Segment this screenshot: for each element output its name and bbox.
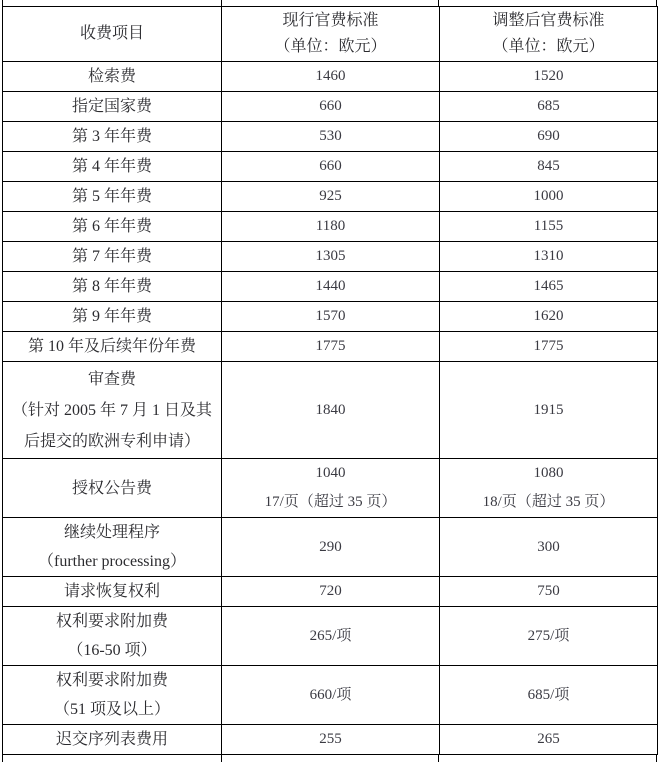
adjusted-fee-value: 300 [537, 538, 560, 555]
fee-item-cell [3, 182, 222, 212]
table-row [3, 518, 658, 577]
adjusted-fee-value: 1775 [533, 338, 564, 354]
table-row [3, 242, 658, 272]
current-fee-value: 660 [319, 158, 342, 174]
fee-item-label-line2: （16-50 项） [67, 642, 157, 659]
adjusted-fee-value: 265 [537, 731, 560, 747]
adjusted-fee-cell [440, 459, 658, 518]
table-row [3, 182, 658, 212]
adjusted-fee-value: 1465 [533, 278, 564, 294]
adjusted-fee-cell [440, 302, 658, 332]
adjusted-fee-cell [440, 62, 658, 92]
header-current-line1: 现行官费标准 [282, 12, 379, 29]
fee-item-cell [3, 607, 222, 666]
fee-item-label: 指定国家费 [71, 98, 152, 115]
fee-item-cell [3, 152, 222, 182]
fee-item-cell [3, 459, 222, 518]
fee-item-cell [3, 302, 222, 332]
fee-item-label: 第 7 年年费 [71, 248, 152, 265]
table-row [3, 272, 658, 302]
header-adjusted-cell [440, 7, 658, 62]
adjusted-fee-cell [440, 332, 658, 362]
fee-item-cell [3, 518, 222, 577]
current-fee-cell [222, 122, 440, 152]
current-fee-value: 1180 [315, 218, 346, 234]
fee-item-cell [3, 122, 222, 152]
fee-item-cell [3, 62, 222, 92]
current-fee-value: 925 [319, 188, 342, 204]
current-fee-value: 265/项 [309, 627, 352, 644]
header-item-cell [3, 7, 222, 62]
adjusted-fee-value-line1: 1080 [533, 465, 564, 481]
current-fee-value-line1: 1040 [315, 465, 346, 481]
adjusted-fee-cell [440, 518, 658, 577]
fee-item-label: 第 9 年年费 [71, 308, 152, 325]
current-fee-cell [222, 725, 440, 755]
adjusted-fee-value: 685/项 [527, 686, 570, 703]
current-fee-cell [222, 62, 440, 92]
current-fee-cell [222, 577, 440, 607]
fee-item-label-line2: （针对 2005 年 7 月 1 日及其 [11, 401, 212, 419]
current-fee-value: 1460 [315, 68, 346, 84]
fee-item-label: 第 10 年及后续年份年费 [27, 338, 196, 355]
fee-item-label: 第 5 年年费 [71, 188, 152, 205]
fee-item-cell [3, 212, 222, 242]
table-row [3, 332, 658, 362]
adjusted-fee-value: 1620 [533, 308, 564, 324]
grid-line-stub [2, 754, 3, 762]
fee-item-label: 迟交序列表费用 [55, 731, 168, 748]
adjusted-fee-value-line2: 18/页（超过 35 页） [482, 494, 615, 510]
current-fee-value: 1440 [315, 278, 346, 294]
fee-item-cell [3, 362, 222, 459]
fee-item-label-line1: 继续处理程序 [63, 524, 160, 541]
adjusted-fee-value: 1310 [533, 248, 564, 264]
table-row [3, 362, 658, 459]
current-fee-cell [222, 607, 440, 666]
current-fee-value: 660/项 [309, 686, 352, 703]
fee-item-cell [3, 242, 222, 272]
table-row [3, 92, 658, 122]
adjusted-fee-cell [440, 92, 658, 122]
fee-item-label-line2: （51 项及以上） [53, 701, 170, 718]
grid-line-stub [656, 754, 657, 762]
table-row [3, 302, 658, 332]
table-row [3, 725, 658, 755]
current-fee-value: 1570 [315, 308, 346, 324]
current-fee-value: 255 [319, 731, 342, 747]
adjusted-fee-value: 1000 [533, 188, 564, 204]
adjusted-fee-value: 685 [537, 98, 560, 114]
fee-item-cell [3, 725, 222, 755]
fee-item-label: 请求恢复权利 [63, 583, 160, 600]
fee-item-label: 第 3 年年费 [71, 128, 152, 145]
fee-item-label: 第 8 年年费 [71, 278, 152, 295]
current-fee-cell [222, 518, 440, 577]
adjusted-fee-cell [440, 242, 658, 272]
adjusted-fee-value: 845 [537, 158, 560, 174]
adjusted-fee-cell [440, 666, 658, 725]
header-current-cell [222, 7, 440, 62]
adjusted-fee-value: 1915 [533, 401, 564, 418]
current-fee-cell [222, 459, 440, 518]
current-fee-cell [222, 182, 440, 212]
current-fee-value: 1305 [315, 248, 346, 264]
fee-item-cell [3, 577, 222, 607]
adjusted-fee-value: 690 [537, 128, 560, 144]
adjusted-fee-cell [440, 725, 658, 755]
adjusted-fee-cell [440, 122, 658, 152]
table-header-row [3, 7, 658, 62]
current-fee-value: 720 [319, 583, 342, 599]
current-fee-value: 660 [319, 98, 342, 114]
adjusted-fee-cell [440, 362, 658, 459]
current-fee-value-line2: 17/页（超过 35 页） [264, 494, 397, 510]
fee-item-label-line1: 权利要求附加费 [55, 613, 168, 630]
adjusted-fee-cell [440, 182, 658, 212]
adjusted-fee-cell [440, 272, 658, 302]
current-fee-cell [222, 302, 440, 332]
adjusted-fee-cell [440, 212, 658, 242]
fee-item-label: 第 4 年年费 [71, 158, 152, 175]
current-fee-cell [222, 362, 440, 459]
grid-line-stub [221, 754, 222, 762]
header-item-label: 收费项目 [79, 25, 144, 42]
fee-item-cell [3, 272, 222, 302]
current-fee-value: 1775 [315, 338, 346, 354]
current-fee-cell [222, 152, 440, 182]
current-fee-cell [222, 92, 440, 122]
fee-item-cell [3, 92, 222, 122]
fee-item-label-line1: 审查费 [87, 370, 136, 388]
adjusted-fee-cell [440, 152, 658, 182]
adjusted-fee-value: 275/项 [527, 627, 570, 644]
adjusted-fee-value: 1520 [533, 68, 564, 84]
current-fee-cell [222, 332, 440, 362]
current-fee-value: 290 [319, 538, 342, 555]
fee-item-label: 授权公告费 [71, 479, 152, 497]
header-adjusted-line1: 调整后官费标准 [492, 12, 605, 29]
fee-table [2, 6, 658, 755]
fee-item-label: 检索费 [87, 68, 136, 85]
table-row [3, 577, 658, 607]
fee-item-label: 第 6 年年费 [71, 218, 152, 235]
fee-item-cell [3, 332, 222, 362]
adjusted-fee-value: 750 [537, 583, 560, 599]
fee-item-label-line1: 权利要求附加费 [55, 672, 168, 689]
table-row [3, 666, 658, 725]
header-adjusted-line2: （单位：欧元） [492, 38, 605, 55]
adjusted-fee-cell [440, 577, 658, 607]
table-row [3, 459, 658, 518]
adjusted-fee-value: 1155 [533, 218, 564, 234]
current-fee-cell [222, 212, 440, 242]
fee-item-cell [3, 666, 222, 725]
table-row [3, 212, 658, 242]
header-current-line2: （单位：欧元） [274, 38, 387, 55]
table-row [3, 607, 658, 666]
grid-line-stub [438, 754, 439, 762]
current-fee-cell [222, 666, 440, 725]
adjusted-fee-cell [440, 607, 658, 666]
current-fee-value: 1840 [315, 401, 346, 418]
current-fee-cell [222, 272, 440, 302]
current-fee-cell [222, 242, 440, 272]
fee-item-label-line2: （further processing） [38, 553, 186, 570]
fee-item-label-line3: 后提交的欧洲专利申请） [23, 432, 200, 450]
table-row [3, 122, 658, 152]
table-row [3, 62, 658, 92]
table-row [3, 152, 658, 182]
current-fee-value: 530 [319, 128, 342, 144]
